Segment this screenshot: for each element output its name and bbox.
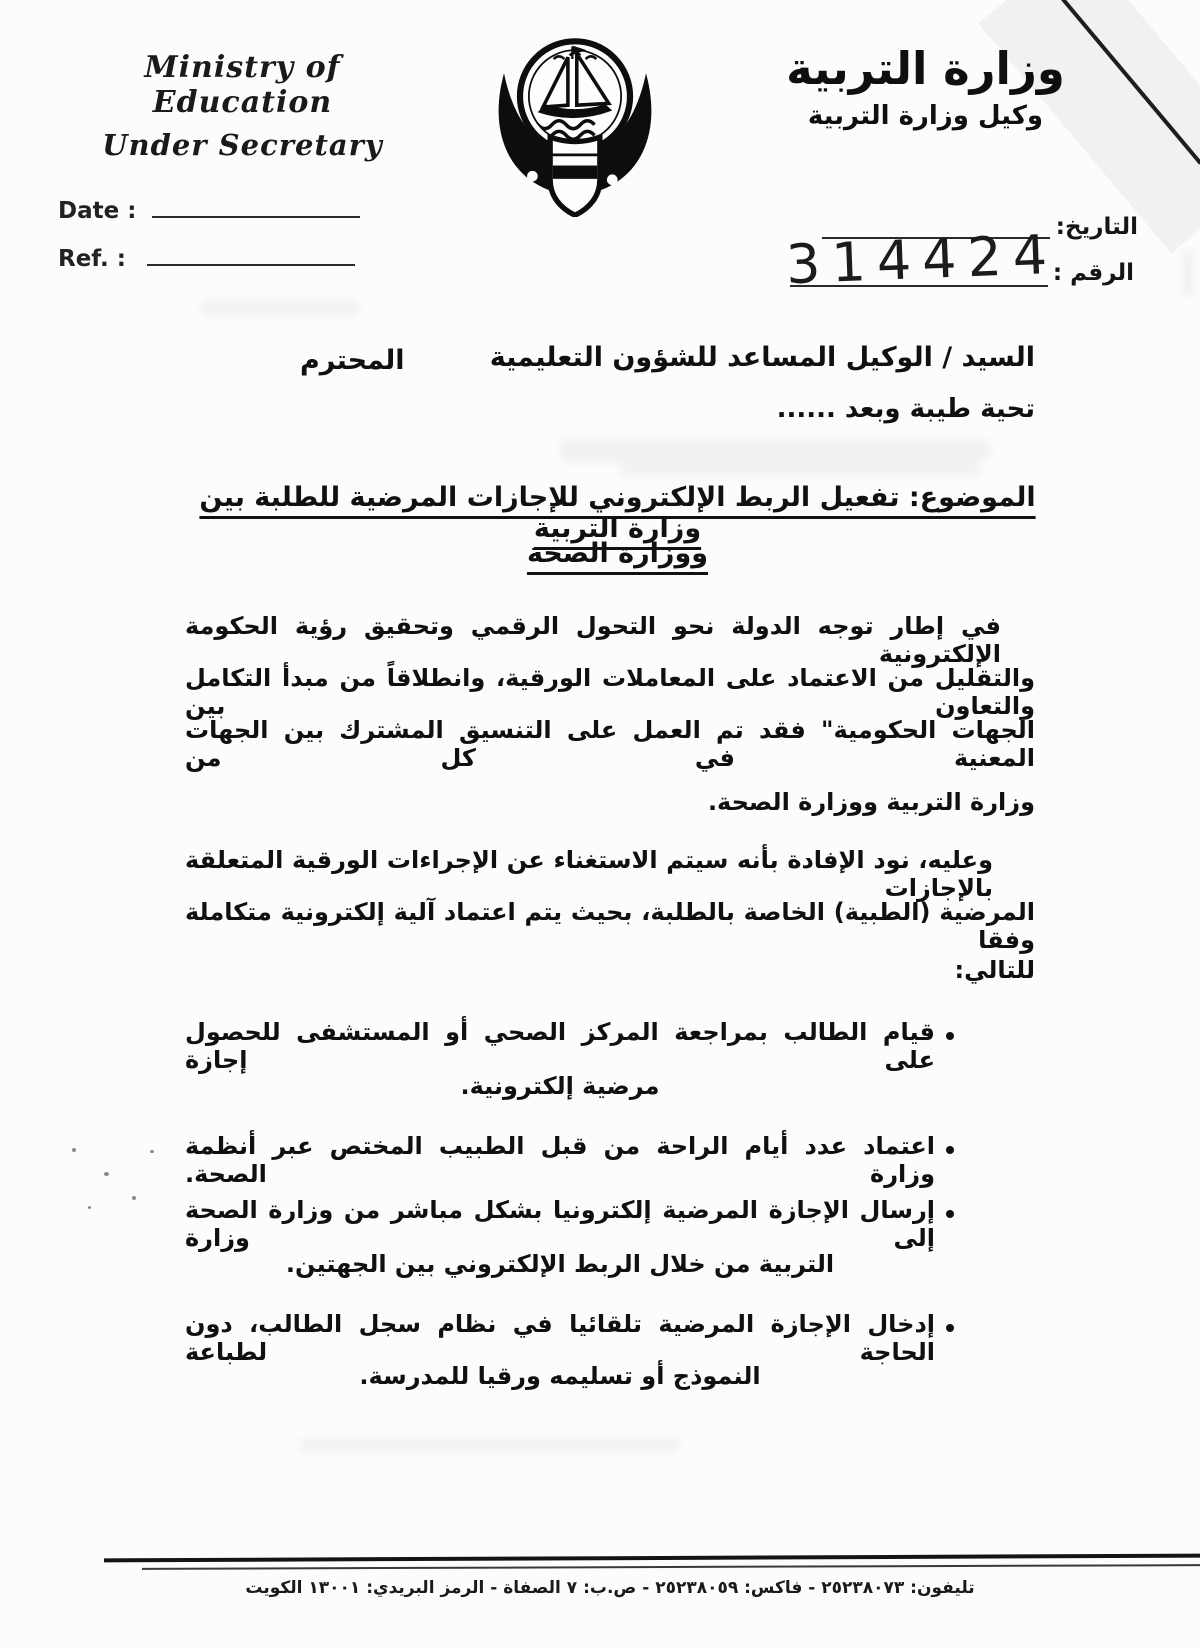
footer-rule-thick: [104, 1554, 1200, 1563]
scan-speck: [104, 1172, 109, 1176]
bullet-dot: [946, 1324, 954, 1332]
ministry-name-english: Ministry of Education: [144, 50, 341, 120]
footer-contact-line: تليفون: ٢٥٢٣٨٠٧٣ - فاكس: ٢٥٢٣٨٠٥٩ - ص.ب: ٧ الصفاة - الرمز البريدي: ١٣٠٠١ الكويت: [245, 1578, 975, 1598]
under-secretary-arabic: وكيل وزارة التربية: [807, 101, 1044, 131]
bullet4-line1: إدخال الإجازة المرضية تلقائيا في نظام سجل الطالب، دون الحاجة لطباعة: [185, 1310, 935, 1366]
bullet4-line2: النموذج أو تسليمه ورقيا للمدرسة.: [359, 1362, 761, 1390]
bullet2-line1: اعتماد عدد أيام الراحة من قبل الطبيب المختص عبر أنظمة وزارة الصحة.: [185, 1132, 935, 1188]
ministry-name-arabic: وزارة التربية: [786, 42, 1065, 95]
scan-smudge: [1182, 250, 1194, 296]
paragraph2-line1: وعليه، نود الإفادة بأنه سيتم الاستغناء عن الإجراءات الورقية المتعلقة بالإجازات: [185, 846, 993, 902]
handwritten-ref-number: 314424: [784, 222, 1060, 297]
date-label-arabic: التاريخ:: [1055, 214, 1138, 240]
ref-row-english: [58, 246, 355, 272]
kuwait-emblem-icon: [486, 20, 664, 217]
subject-line-1: الموضوع: تفعيل الربط الإلكتروني للإجازات المرضية للطلبة بين وزارة التربية: [199, 482, 1036, 544]
ref-label-arabic: الرقم :: [1052, 260, 1134, 286]
bullet3-line1: إرسال الإجازة المرضية إلكترونيا بشكل مباشر من وزارة الصحة إلى وزارة: [185, 1196, 935, 1252]
date-label-english: Date :: [58, 198, 137, 224]
date-row-english: [58, 198, 360, 224]
scan-smudge: [200, 300, 360, 316]
scan-smudge: [300, 1438, 680, 1452]
ref-blank-line: [147, 264, 355, 266]
bullet-dot: [946, 1146, 954, 1154]
honorific: المحترم: [300, 345, 405, 376]
scan-speck: [88, 1206, 91, 1209]
paragraph1-line2: والتقليل من الاعتماد على المعاملات الورقية، وانطلاقاً من مبدأ التكامل والتعاون بين: [185, 664, 1035, 720]
bullet3-line2: التربية من خلال الربط الإلكتروني بين الجهتين.: [285, 1250, 835, 1278]
addressee: السيد / الوكيل المساعد للشؤون التعليمية: [489, 342, 1035, 373]
date-blank-line: [152, 216, 360, 218]
paragraph2-tail: للتالي:: [954, 956, 1035, 984]
bullet-dot: [946, 1210, 954, 1218]
paragraph1-line3: الجهات الحكومية" فقد تم العمل على التنسيق المشترك بين الجهات المعنية في كل من: [185, 716, 1035, 772]
paragraph1-line1: في إطار توجه الدولة نحو التحول الرقمي وتحقيق رؤية الحكومة الإلكترونية: [185, 612, 1001, 668]
ref-label-english: Ref. :: [58, 246, 127, 272]
under-secretary-english: Under Secretary: [102, 128, 383, 162]
scan-speck: [132, 1196, 136, 1200]
footer-rule-thin: [142, 1564, 1200, 1570]
english-letterhead: [70, 50, 415, 162]
bullet-dot: [946, 1032, 954, 1040]
bullet1-line1: قيام الطالب بمراجعة المركز الصحي أو المستشفى للحصول على إجازة: [185, 1018, 935, 1074]
greeting: تحية طيبة وبعد ......: [776, 394, 1035, 424]
paragraph2-line2: المرضية (الطبية) الخاصة بالطلبة، بحيث يتم اعتماد آلية إلكترونية متكاملة وفقا: [185, 898, 1035, 954]
scan-speck: [150, 1150, 154, 1153]
scan-smudge: [620, 462, 980, 476]
paragraph1-line4: وزارة التربية ووزارة الصحة.: [707, 788, 1035, 816]
scan-speck: [72, 1148, 76, 1152]
bullet1-line2: مرضية إلكترونية.: [460, 1072, 660, 1100]
scan-smudge: [560, 438, 990, 462]
subject-line-2: ووزارة الصحة: [526, 538, 709, 569]
